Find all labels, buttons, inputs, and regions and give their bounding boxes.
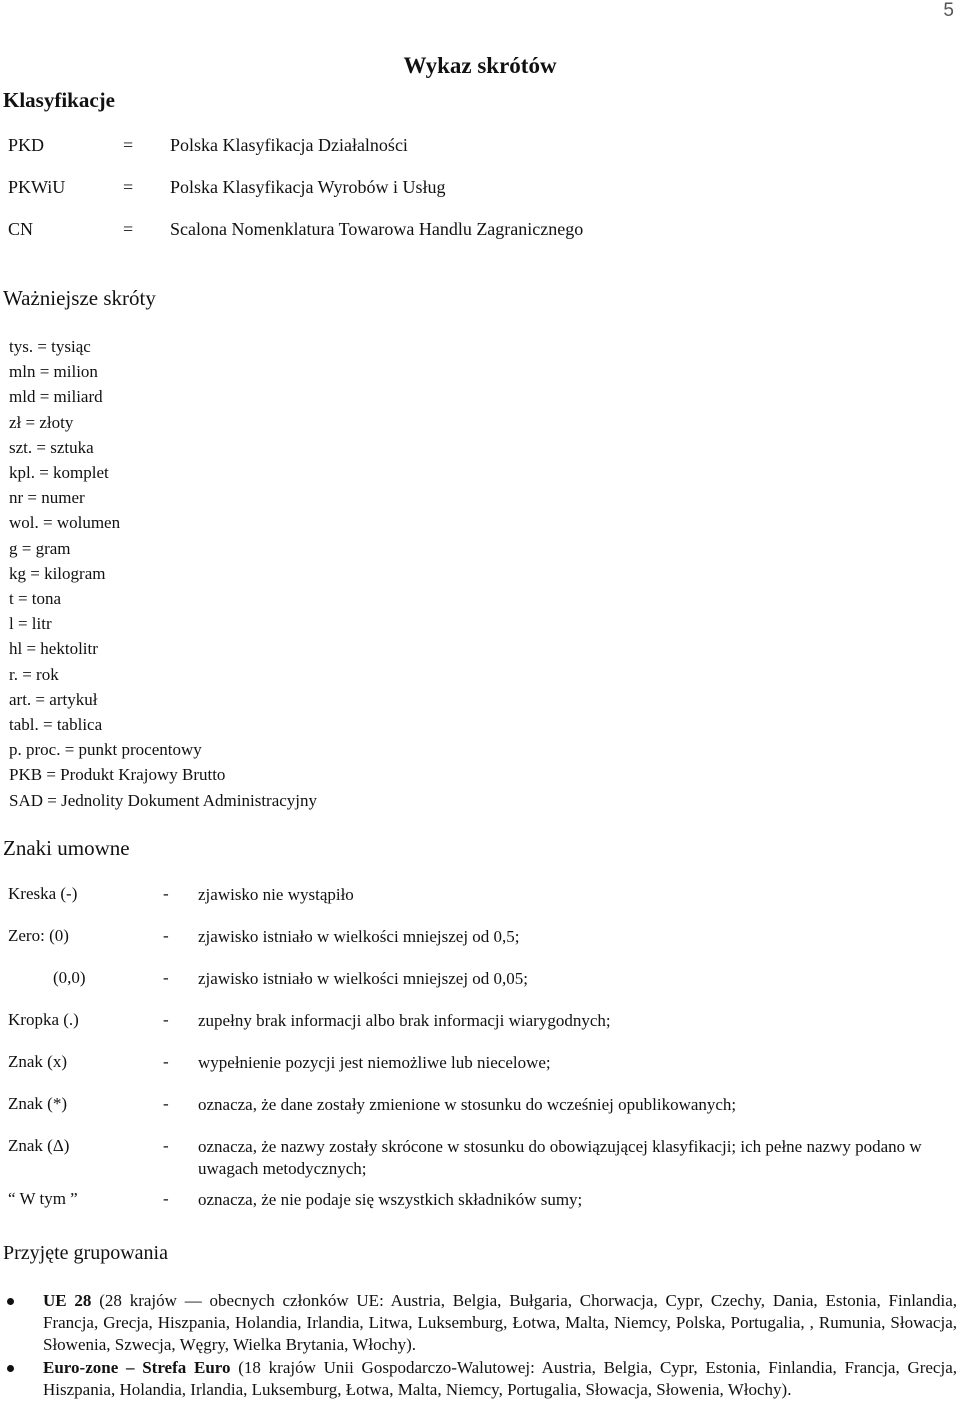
groupings-heading: Przyjęte grupowania	[3, 1242, 168, 1264]
symbol-dash: -	[163, 926, 169, 945]
abbreviation-item: wol. = wolumen	[9, 513, 121, 533]
classification-code: PKWiU	[8, 177, 66, 197]
abbreviation-item: art. = artykuł	[9, 689, 98, 709]
symbol-meaning: oznacza, że nazwy zostały skrócone w stosunku do obowiązującej klasyfikacji; ich pełne nazwy podano w uwagach metodycznych;	[198, 1137, 922, 1178]
abbreviation-item: mln = milion	[9, 362, 98, 382]
symbol-meaning: zjawisko istniało w wielkości mniejszej od 0,05;	[198, 969, 529, 988]
symbol-dash: -	[163, 1189, 169, 1208]
symbol-dash: -	[163, 1010, 169, 1029]
symbol-meaning: zjawisko istniało w wielkości mniejszej od 0,5;	[198, 927, 520, 946]
symbol-dash: -	[163, 968, 169, 987]
abbreviation-item: szt. = sztuka	[9, 437, 94, 457]
abbreviation-item: SAD = Jednolity Dokument Administracyjny	[9, 790, 318, 810]
bullet-icon	[7, 1298, 14, 1305]
classification-description: Polska Klasyfikacja Wyrobów i Usług	[170, 177, 446, 197]
abbreviation-item: tabl. = tablica	[9, 715, 103, 735]
classification-description: Polska Klasyfikacja Działalności	[170, 135, 408, 155]
grouping-description: (28 krajów — obecnych członków UE: Austria, Belgia, Bułgaria, Chorwacja, Cypr, Czechy, Dania, Estonia, Finlandia, Francja, Grecja, Hiszpania, Holandia, Irlandia, Litwa, Luksemburg, Łotwa, Malta, Niemcy, Polska, Portugalia, , Rumunia, Słowacja, Słowenia, Szwecja, Węgry, Wielka Brytania, Włochy).	[43, 1291, 957, 1354]
symbol-dash: -	[163, 1052, 169, 1071]
classification-description: Scalona Nomenklatura Towarowa Handlu Zagranicznego	[170, 219, 584, 239]
abbreviations-list	[9, 334, 317, 813]
symbol-dash: -	[163, 1136, 169, 1155]
abbreviation-item: kg = kilogram	[9, 563, 106, 583]
abbreviation-item: p. proc. = punkt procentowy	[9, 740, 202, 760]
grouping-item	[43, 1357, 957, 1401]
abbreviation-item: zł = złoty	[9, 412, 74, 432]
grouping-item	[43, 1290, 957, 1356]
classifications-heading: Klasyfikacje	[3, 88, 115, 112]
symbol-meaning: zjawisko nie wystąpiło	[198, 885, 354, 904]
abbreviation-item: hl = hektolitr	[9, 639, 98, 659]
symbol-label: Znak (Δ)	[8, 1136, 70, 1155]
abbreviation-item: tys. = tysiąc	[9, 337, 91, 356]
abbreviation-item: g = gram	[9, 538, 71, 558]
page-title: Wykaz skrótów	[403, 53, 557, 79]
symbol-meaning: wypełnienie pozycji jest niemożliwe lub niecelowe;	[198, 1053, 551, 1072]
abbreviation-item: r. = rok	[9, 664, 59, 684]
grouping-name: Euro-zone – Strefa Euro	[43, 1358, 231, 1377]
symbol-label: Kreska (-)	[8, 884, 78, 903]
symbol-dash: -	[163, 884, 169, 903]
bullet-icon	[7, 1365, 14, 1372]
abbreviation-item: nr = numer	[9, 488, 85, 508]
symbol-meaning: oznacza, że nie podaje się wszystkich składników sumy;	[198, 1190, 583, 1209]
classification-code: PKD	[8, 135, 45, 155]
symbol-label: Znak (x)	[8, 1052, 68, 1071]
equals-sign: =	[123, 177, 134, 197]
page-number: 5	[943, 0, 954, 21]
classification-code: CN	[8, 219, 34, 239]
abbreviation-item: mld = miliard	[9, 387, 103, 407]
symbol-label: “ W tym ”	[8, 1189, 78, 1208]
symbol-label: Zero: (0)	[8, 926, 69, 945]
grouping-name: UE 28	[43, 1291, 92, 1310]
symbol-label: (0,0)	[53, 968, 86, 987]
symbol-label: Znak (*)	[8, 1094, 68, 1113]
symbol-dash: -	[163, 1094, 169, 1113]
symbol-meaning: zupełny brak informacji albo brak informacji wiarygodnych;	[198, 1011, 611, 1030]
abbreviation-item: l = litr	[9, 614, 52, 634]
equals-sign: =	[123, 135, 134, 155]
symbol-label: Kropka (.)	[8, 1010, 79, 1029]
symbol-meaning: oznacza, że dane zostały zmienione w stosunku do wcześniej opublikowanych;	[198, 1095, 737, 1114]
abbreviation-item: kpl. = komplet	[9, 463, 109, 483]
symbols-heading: Znaki umowne	[3, 836, 130, 860]
grouping-description: (18 krajów Unii Gospodarczo-Walutowej: Austria, Belgia, Cypr, Estonia, Finlandia, Francja, Grecja, Hiszpania, Holandia, Irlandia, Luksemburg, Łotwa, Malta, Niemcy, Portugalia, Słowacja, Słowenia, Włochy).	[43, 1358, 957, 1399]
abbreviations-heading: Ważniejsze skróty	[3, 286, 156, 310]
abbreviation-item: PKB = Produkt Krajowy Brutto	[9, 765, 226, 785]
equals-sign: =	[123, 219, 134, 239]
abbreviation-item: t = tona	[9, 589, 62, 609]
